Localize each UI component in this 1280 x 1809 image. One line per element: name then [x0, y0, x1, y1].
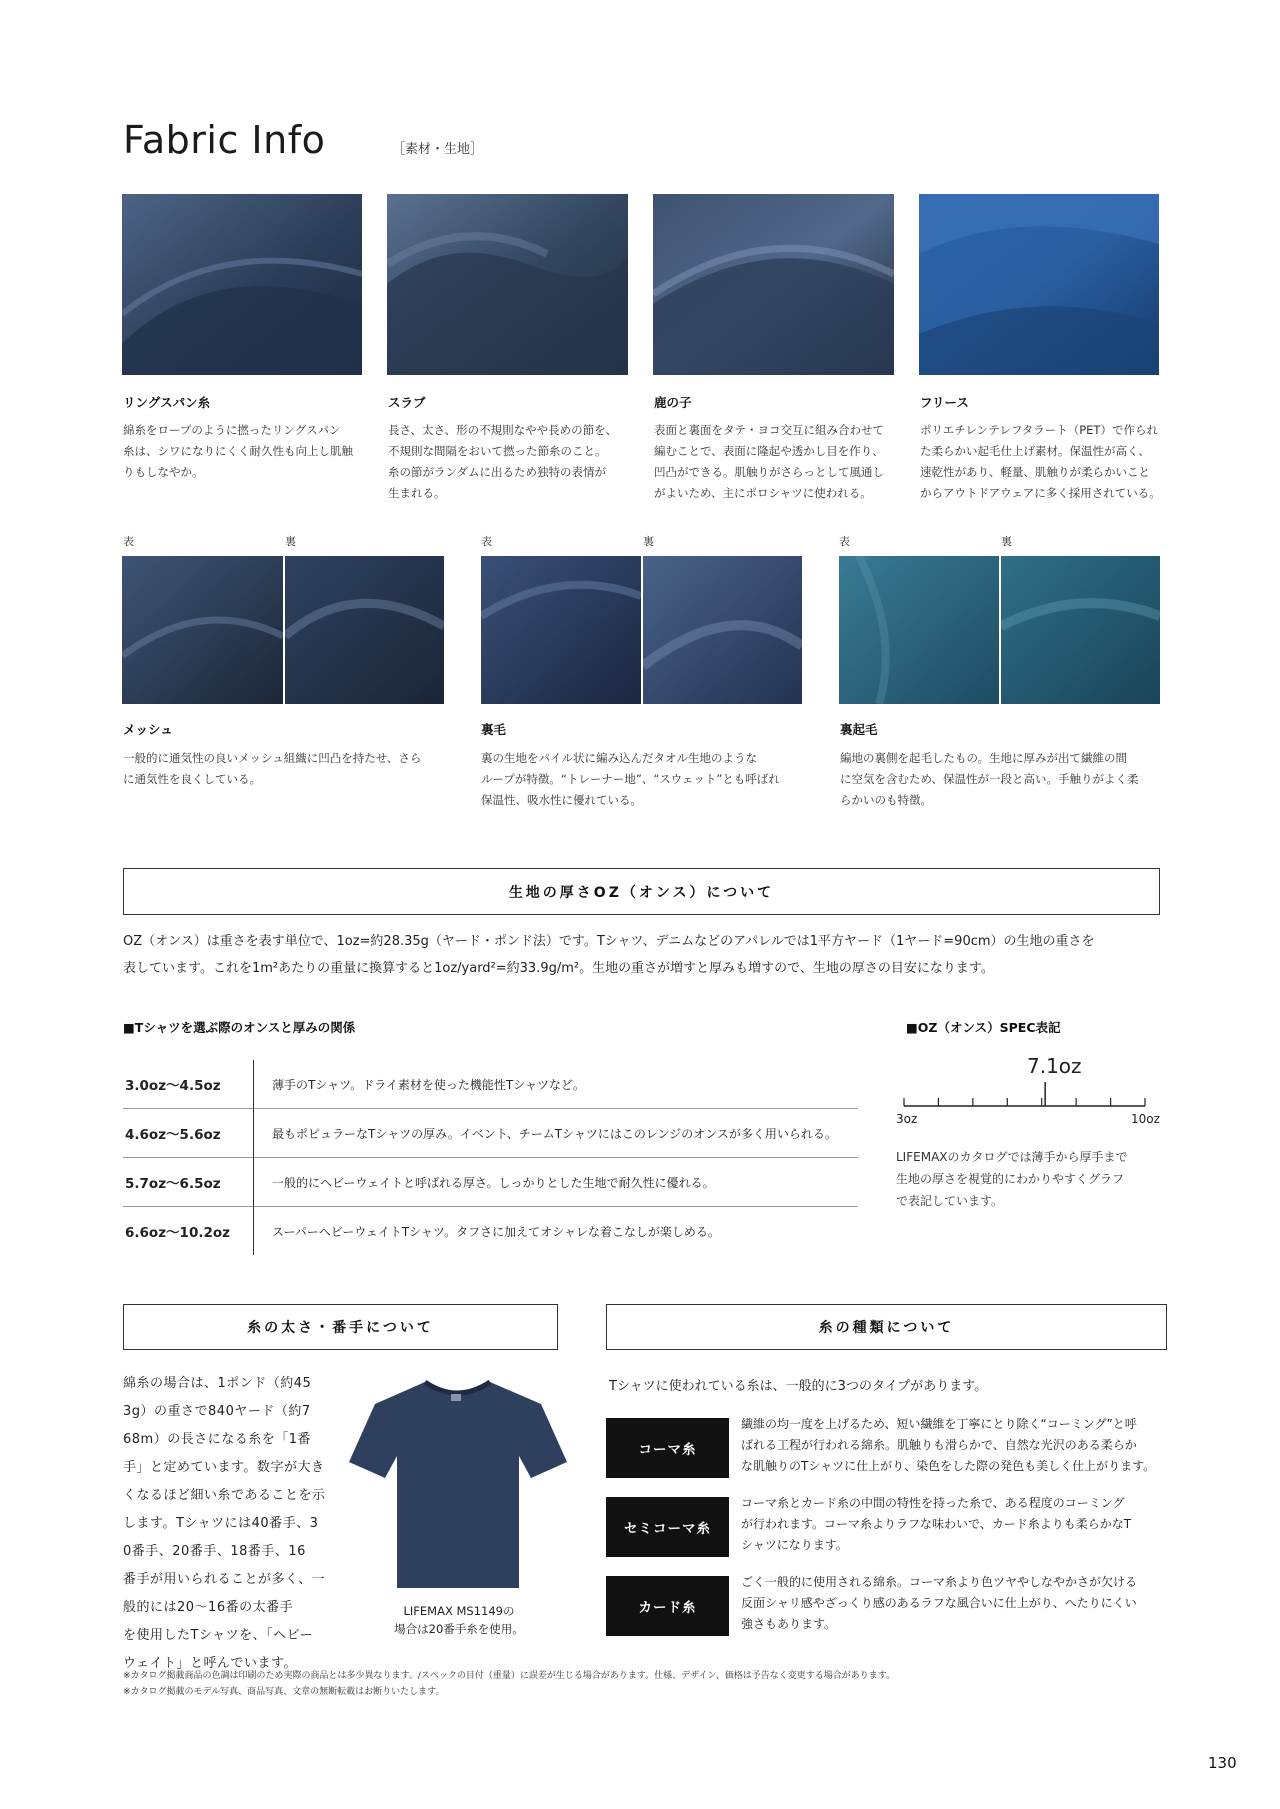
oz-section-heading: 生地の厚さOZ（オンス）について — [123, 868, 1160, 915]
urake-back-photo — [643, 556, 802, 704]
page-number: 130 — [1208, 1754, 1237, 1772]
oz-spec-max: 10oz — [1131, 1112, 1160, 1126]
desc-semi-combed: コーマ糸とカード糸の中間の特性を持った糸で、ある程度のコーミング が行われます。コーマ糸よりラフな味わいで、カード糸よりも柔らかなT シャツになります。 — [741, 1496, 1132, 1552]
desc-combed: 繊維の均一度を上げるため、短い繊維を丁寧にとり除く“コーミング”と呼 ばれる工程が行われる綿糸。肌触りも滑らかで、自然な光沢のある柔らか な肌触りのTシャツに仕上がり、染色をした際の発色も美しく仕上がります。 — [741, 1417, 1156, 1473]
back-label: 裏 — [643, 535, 654, 548]
yarn-types-intro: Tシャツに使われている糸は、一般的に3つのタイプがあります。 — [609, 1379, 988, 1394]
fabric-desc-mesh: 一般的に通気性の良いメッシュ組織に凹凸を持たせ、さら に通気性を良くしている。 — [123, 751, 422, 786]
mesh-front-photo — [122, 556, 283, 704]
urakimo-front-photo — [839, 556, 999, 704]
table-row: 4.6oz〜5.6oz 最もポピュラーなTシャツの厚み。イベント、チームTシャツにはこのレンジのオンスが多く用いられる。 — [123, 1109, 858, 1158]
fabric-name-urake: 裏毛 — [481, 722, 507, 737]
page-title: Fabric Info — [123, 118, 326, 162]
mesh-back-photo — [285, 556, 444, 704]
tshirt-caption: LIFEMAX MS1149の 場合は20番手糸を使用。 — [394, 1604, 524, 1636]
oz-spec-min: 3oz — [896, 1112, 918, 1126]
table-row: 3.0oz〜4.5oz 薄手のTシャツ。ドライ素材を使った機能性Tシャツなど。 — [123, 1060, 858, 1109]
yarn-count-heading: 糸の太さ・番手について — [123, 1304, 558, 1350]
back-label: 裏 — [1001, 535, 1012, 548]
tag-combed: コーマ糸 — [606, 1418, 729, 1478]
oz-table — [123, 1060, 858, 1255]
slub-photo — [387, 194, 628, 375]
oz-spec-desc: LIFEMAXのカタログでは薄手から厚手まで 生地の厚さを視覚的にわかりやすくグラフ で表記しています。 — [896, 1150, 1128, 1208]
page-subtitle: ［素材・生地］ — [392, 142, 484, 157]
back-label: 裏 — [285, 535, 296, 548]
fabric-name-kanoko: 鹿の子 — [654, 395, 692, 410]
fabric-desc-slub: 長さ、太さ、形の不規則なやや長めの節を、 不規則な間隔をおいて撚った節糸のこと。 糸の節がランダムに出るため独特の表情が 生まれる。 — [388, 423, 618, 500]
fabric-desc-ringspun: 綿糸をロープのように撚ったリングスパン 糸は、シワになりにくく耐久性も向上し肌触 りもしなやか。 — [123, 423, 353, 479]
fabric-name-fleece: フリース — [920, 395, 969, 410]
table-row: 6.6oz〜10.2oz スーパーヘビーウェイトTシャツ。タフさに加えてオシャレな着こなしが楽しめる。 — [123, 1207, 858, 1256]
urake-front-photo — [481, 556, 641, 704]
oz-table-title: ■Tシャツを選ぶ際のオンスと厚みの関係 — [123, 1020, 356, 1035]
oz-spec-scale — [900, 1080, 1160, 1120]
tag-carded: カード糸 — [606, 1576, 729, 1636]
oz-spec-title: ■OZ（オンス）SPEC表記 — [906, 1020, 1061, 1035]
fabric-desc-urake: 裏の生地をパイル状に編み込んだタオル生地のような ループが特徴。“トレーナー地”、“スウェット”とも呼ばれ 保温性、吸水性に優れている。 — [481, 751, 780, 807]
fabric-desc-urakimo: 編地の裏側を起毛したもの。生地に厚みが出て繊維の間 に空気を含むため、保温性が一段と高い。手触りがよく柔 らかいのも特徴。 — [840, 751, 1139, 807]
yarn-count-text: 綿糸の場合は、1ポンド（約45 3g）の重さで840ヤード（約7 68m）の長さになる糸を「1番 手」と定めています。数字が大き くなるほど細い糸であることを示 します。Tシャツには40番手、3 0番手、20番手、18番手、16 番手が用いられることが多く、一 般的には20〜16番の太番手 を使用したTシャツを、「ヘビー ウェイト」と呼んでいます。 — [123, 1376, 326, 1671]
front-label: 表 — [839, 535, 850, 548]
table-row: 5.7oz〜6.5oz 一般的にヘビーウェイトと呼ばれる厚さ。しっかりとした生地で耐久性に優れる。 — [123, 1158, 858, 1207]
fabric-desc-fleece: ポリエチレンテレフタラート（PET）で作られ た柔らかい起毛仕上げ素材。保温性が高く、 速乾性があり、軽量、肌触りが柔らかいこと からアウトドアウェアに多く採用されている。 — [920, 423, 1161, 500]
front-label: 表 — [481, 535, 492, 548]
oz-scale-ticks — [904, 1082, 1145, 1106]
fabric-name-mesh: メッシュ — [123, 722, 173, 737]
footnotes: ※カタログ掲載商品の色調は印刷のため実際の商品とは多少異なります。/スペックの目付（重量）に誤差が生じる場合があります。仕様、デザイン、価格は予告なく変更する場合があります。 ※カタログ掲載のモデル写真、商品写真、文章の無断転載はお断りいたします。 — [123, 1671, 896, 1697]
kanoko-photo — [653, 194, 894, 375]
tag-semi-combed: セミコーマ糸 — [606, 1497, 729, 1557]
desc-carded: ごく一般的に使用される綿糸。コーマ糸より色ツヤやしなやかさが欠ける 反面シャリ感やざっくり感のあるラフな風合いに仕上がり、へたりにくい 強さもあります。 — [741, 1575, 1138, 1631]
ringspun-photo — [122, 194, 362, 375]
yarn-types-heading: 糸の種類について — [606, 1304, 1167, 1350]
fabric-name-slub: スラブ — [388, 395, 426, 410]
urakimo-back-photo — [1001, 556, 1160, 704]
oz-spec-value: 7.1oz — [1027, 1054, 1082, 1078]
fleece-photo — [919, 194, 1159, 375]
fabric-name-urakimo: 裏起毛 — [840, 722, 878, 737]
tshirt-image — [345, 1374, 570, 1594]
fabric-desc-kanoko: 表面と裏面をタテ・ヨコ交互に組み合わせて 編むことで、表面に隆起や透かし目を作り、 凹凸ができる。肌触りがさらっとして風通し がよいため、主にポロシャツに使われる。 — [654, 423, 884, 500]
fabric-name-ringspun: リングスパン糸 — [123, 395, 211, 410]
front-label: 表 — [123, 535, 134, 548]
oz-paragraph: OZ（オンス）は重さを表す単位で、1oz=約28.35g（ヤード・ポンド法）です。Tシャツ、デニムなどのアパレルでは1平方ヤード（1ヤード=90cm）の生地の重さを 表しています。これを1m²あたりの重量に換算すると1oz/yard²=約33.9g/m²。生地の重さが増すと厚みも増すので、生地の厚さの目安になります。 — [123, 934, 1095, 976]
